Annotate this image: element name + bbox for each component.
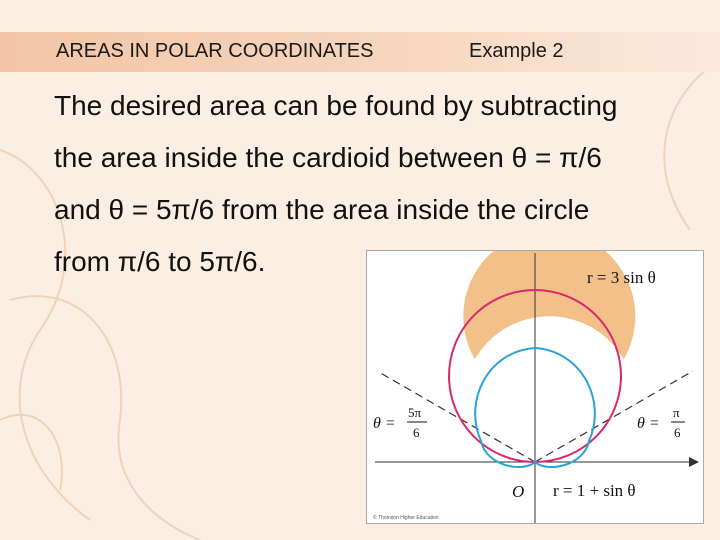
right-ray-denominator: 6 — [674, 425, 681, 440]
left-ray-theta: θ = — [373, 415, 396, 432]
ray-5pi-6 — [377, 371, 535, 462]
left-ray-numerator: 5π — [408, 405, 422, 420]
body-line: the area inside the cardioid between θ = π/6 — [54, 142, 602, 173]
origin-label: O — [512, 482, 525, 501]
right-ray-theta: θ = — [637, 415, 660, 432]
ray-pi-6 — [535, 371, 693, 462]
figure-credit: © Thomson Higher Education — [373, 515, 439, 521]
x-axis-arrow — [689, 457, 699, 467]
body-line: from π/6 to 5π/6. — [54, 246, 266, 277]
left-ray-denominator: 6 — [413, 425, 420, 440]
right-ray-numerator: π — [673, 405, 680, 420]
polar-figure — [366, 250, 704, 524]
body-line: The desired area can be found by subtracting — [54, 90, 618, 121]
section-title: AREAS IN POLAR COORDINATES — [56, 40, 374, 62]
body-line: and θ = 5π/6 from the area inside the circle — [54, 194, 590, 225]
example-label: Example 2 — [469, 40, 564, 62]
circle-equation-label: r = 3 sin θ — [587, 268, 656, 287]
polar-graph — [367, 251, 705, 525]
cardioid-equation-label: r = 1 + sin θ — [553, 481, 636, 500]
